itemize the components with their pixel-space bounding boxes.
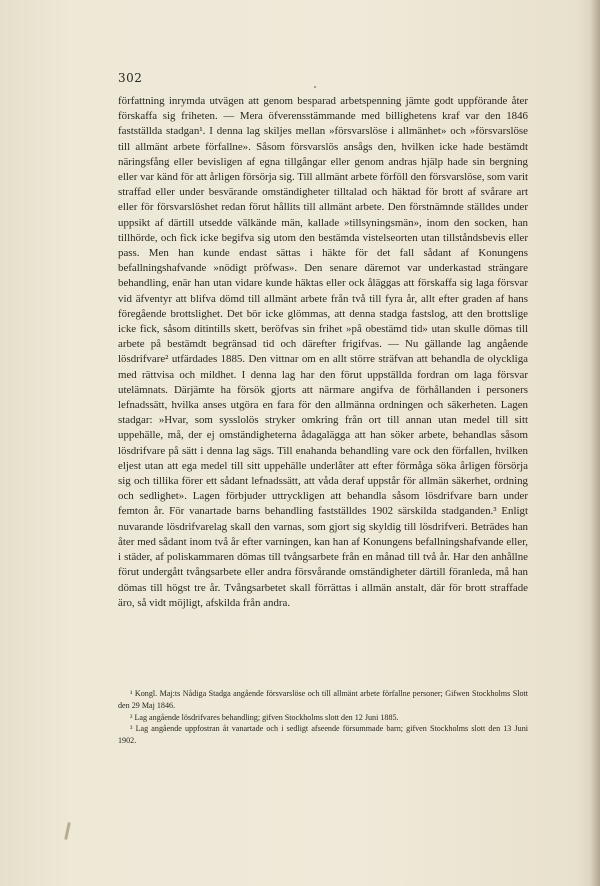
page-edge-shadow (590, 0, 600, 886)
footnotes (118, 688, 528, 747)
body-text (118, 94, 528, 611)
margin-pencil-mark (64, 822, 71, 840)
footnote-2: ² Lag angående lösdrifvares behandling; gifven Stockholms slott den 12 Juni 1885. (130, 712, 399, 722)
footnote-separator (118, 681, 528, 682)
print-speck (314, 86, 316, 88)
page-number: 302 (118, 71, 143, 85)
body-paragraph: författning inrymda utvägen att genom besparad arbetspenning jämte godt uppförande åter förskaffa sig friheten. — Mera öfverensstämmande med billighetens kraf var den 1846 fastställda stadgan¹. I denna lag skiljes mellan »försvarslöse i allmänhet» och »försvarslöse till allmänt arbete förfallne». Såsom försvarslös ansågs den, hvilken icke hade bestämdt näringsfång eller bevisligen af egna tillgångar eller genom andras hjälp hade sin bergning eller var känd för att årligen försörja sig. Till allmänt arbete förföll den försvarslöse, som varit straffad eller under besvärande omständigheter tilltalad och häktad för brott af svårare art eller för försvarslöshet redan förut hållits till allmänt arbete. Den förstnämnde ställdes under uppsikt af därtill utsedde välkände män, kallade »tillsyningsmän», inom den socken, han tillhörde, och fick icke begifva sig utom den bestämda vistelseorten utan tillståndsbevis eller pass. Men han kunde endast sättas i häkte för det fall sådant af Konungens befallningshafvande »nödigt pröfwas». Den senare däremot var underkastad strängare behandling, enär han utan vidare kunde häktas eller ock åläggas att förskaffa sig laga försvar vid äfventyr att blifva dömd till allmänt arbete från två till fyra år, allt efter graden af hans föregående brottslighet. Det bör icke glömmas, att denna stadga fastslog, att den brottslige icke fick, såsom ditintills skett, beröfvas sin frihet »på obestämd tid» utan skulle dömas till arbete på bestämdt begränsad tid och därefter frigifvas. — Nu gällande lag angående lösdrifvare² utfärdades 1885. Den vittnar om en allt större sträfvan att behandla de olyckliga med rättvisa och mildhet. I denna lag har den förut uppställda fordran om laga försvar utelämnats. Därjämte ha försök gjorts att närmare angifva de förhållanden i personers lefnadssätt, hvilka anses utgöra en fara för den allmänna ordningen och säkerheten. Lagen stadgar: »Hvar, som sysslolös stryker omkring från ort till annan utan medel till sitt uppehälle, må, der ej omständigheterna ådagalägga att han söker arbete, behandlas såsom lösdrifvare på sätt i denna lag sägs. Till enahanda behandling vare ock den förfallen, hvilken eljest utan att ega medel till sitt uppehälle underlåter att efter förmåga söka årligen försörja sig och tillika förer ett sådant lefnadssätt, att våda deraf uppstår för allmän säkerhet, ordning och sedlighet». Lagen förbjuder uttryckligen att behandla såsom lösdrifvare barn under femton år. För vanartade barns behandling fastställdes 1902 särskilda stadganden.³ Enligt nuvarande lösdrifvarelag skall den varnas, som gjort sig skyldig till lösdrifveri. Beträdes han åter med sådant inom två år efter varningen, kan han af Konungens befallningshafvande eller, i städer, af poliskammaren dömas till tvångsarbete från en månad till två år. Har den anhållne förut undergått tvångsarbete eller andra försvårande omständigheter därtill föranleda, må han dömas till högst tre år. Tvångsarbetet skall förrättas i allmän anstalt, där för brott straffade äro, så vidt möjligt, afskilda från andra. (118, 95, 528, 609)
footnote-1: ¹ Kongl. Maj:ts Nådiga Stadga angående försvarslöse och till allmänt arbete förfallne personer; Gifwen Stockholms Slott den 29 Maj 1846. (118, 689, 528, 710)
footnote-3: ³ Lag angående uppfostran åt vanartade och i sedligt afseende försummade barn; gifven Stockholms slott den 13 Juni 1902. (118, 724, 528, 746)
